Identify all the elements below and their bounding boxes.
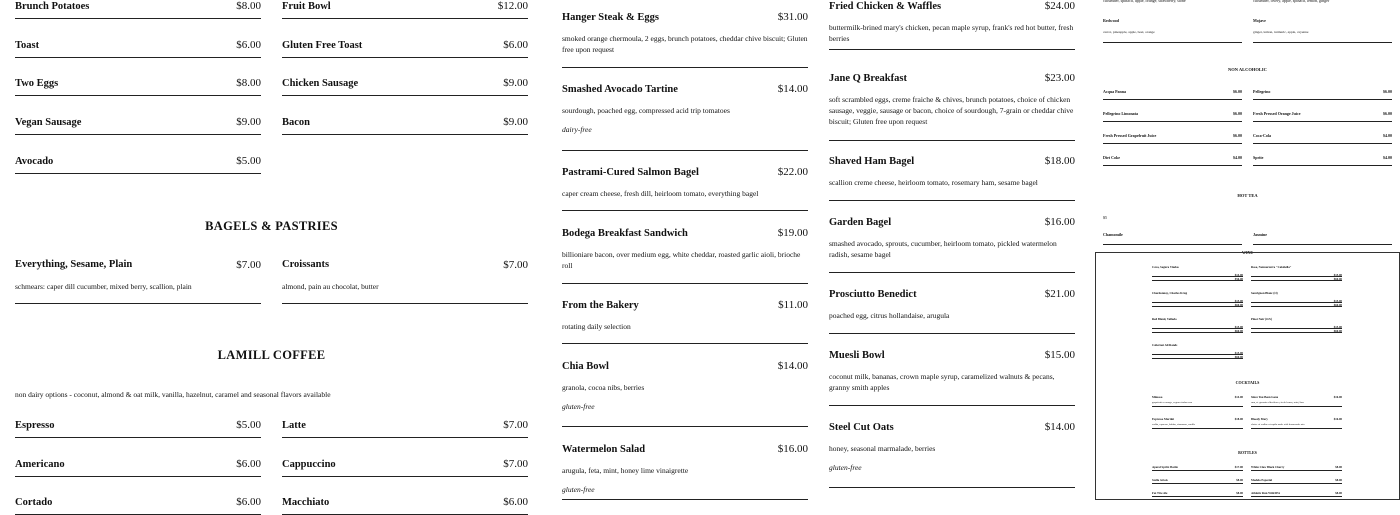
menu-item: [829, 0, 1075, 50]
menu-item-name: Croissants: [282, 259, 330, 270]
drink-row: [1253, 111, 1392, 122]
menu-row: [15, 154, 261, 174]
menu-item: [562, 360, 808, 427]
menu-item-name: Pastrami-Cured Salmon Bagel: [562, 167, 699, 178]
menu-item-name: Toast: [15, 39, 40, 51]
wine-price-glass: $15.00: [1234, 299, 1243, 303]
wine-price-glass: $15.00: [1333, 273, 1342, 277]
menu-item-name: Steel Cut Oats: [829, 422, 894, 433]
juice-name: Redwood: [1103, 18, 1120, 23]
wine-name: Sauvignon Blanc (O): [1251, 291, 1278, 295]
wine-title: WINE: [1241, 250, 1254, 255]
menu-item-name: Bacon: [282, 117, 311, 129]
wine-price-bottle: $60.00: [1234, 355, 1243, 359]
wine-name: Red Blend, Vallado: [1152, 317, 1177, 321]
drink-name: Acqua Panna: [1103, 89, 1127, 94]
cocktail-price: $16.00: [1333, 417, 1342, 421]
drink-name: Coca-Cola: [1253, 133, 1271, 138]
bottle-price: $8.00: [1335, 491, 1342, 495]
wine-name: Chardonnay, Charles Krug: [1152, 291, 1188, 295]
bottle-name: Fat Tire Ale: [1152, 491, 1168, 495]
wine-price-bottle: $60.00: [1333, 329, 1342, 333]
cocktails-title: COCKTAILS: [1235, 380, 1260, 385]
drink-price: $4.00: [1383, 155, 1392, 160]
wine-price-glass: $15.00: [1333, 299, 1342, 303]
bottle-price: $8.00: [1335, 478, 1342, 482]
menu-row: [15, 495, 261, 515]
menu-item-desc: sourdough, poached egg, compressed acid trip tomatoes: [562, 106, 730, 115]
wine-price-glass: $15.00: [1333, 325, 1342, 329]
menu-item-price: $19.00: [777, 227, 808, 239]
menu-item-price: $6.00: [503, 496, 528, 509]
juice-row: [1253, 18, 1392, 43]
menu-item-price: $7.00: [503, 419, 528, 431]
juice-row: [1103, 18, 1242, 43]
menu-item-name: Bodega Breakfast Sandwich: [562, 228, 688, 239]
bottle-name: White Claw Black Cherry: [1251, 465, 1285, 469]
menu-row: [282, 418, 528, 438]
drink-price: $4.00: [1233, 155, 1242, 160]
menu-item-name: Fruit Bowl: [282, 1, 331, 12]
juice-desc: ginger, lemon, turmeric, apple, cayenne: [1253, 30, 1309, 34]
wine-name: Rose, Notmarterra "Calabella": [1251, 265, 1292, 269]
menu-item-price: $7.00: [503, 457, 528, 470]
menu-item-name: Muesli Bowl: [829, 350, 885, 361]
menu-item-desc: scallion creme cheese, heirloom tomato, rosemary ham, sesame bagel: [829, 178, 1038, 187]
cocktail-price: $14.00: [1234, 395, 1243, 399]
menu-item-price: $7.00: [236, 259, 261, 271]
menu-item: [829, 421, 1075, 488]
menu-item-price: $14.00: [777, 360, 808, 372]
drink-row: [1103, 155, 1242, 166]
cocktail-name: Bloody Mary: [1251, 417, 1268, 421]
drink-price: $4.00: [1383, 133, 1392, 138]
menu-item-desc: coconut milk, bananas, crown maple syrup, caramelized walnuts & pecans, granny smith apples: [829, 372, 1055, 392]
menu-item-price: $14.00: [1044, 421, 1075, 433]
menu-item-name: Jane Q Breakfast: [829, 73, 907, 84]
menu-item-name: Cappuccino: [282, 458, 336, 470]
menu-item-price: $21.00: [1044, 288, 1075, 300]
juice-desc: carrot, pineapple, apple, beet, orange: [1103, 30, 1155, 34]
wine-name: Pinot Noir (O/S): [1251, 317, 1272, 321]
menu-item-name: Brunch Potatoes: [15, 1, 90, 12]
drink-name: Pellegrino Limonata: [1103, 111, 1138, 116]
tea-row: [1103, 232, 1242, 245]
menu-item: [562, 83, 808, 151]
menu-item-tag: dairy-free: [562, 125, 592, 134]
menu-row: [282, 115, 528, 135]
drink-price: $6.00: [1383, 111, 1392, 116]
menu-item-price: $14.00: [777, 83, 808, 95]
menu-item: [829, 288, 1075, 334]
menu-item-price: $23.00: [1044, 72, 1075, 84]
menu-item-desc: granola, cocoa nibs, berries: [562, 383, 645, 392]
wine-cocktail-box: [1095, 252, 1400, 500]
wine-price-bottle: $60.00: [1234, 303, 1243, 307]
menu-row: [15, 76, 261, 96]
menu-item-name: Watermelon Salad: [562, 444, 646, 455]
juice-name: Mojave: [1253, 18, 1266, 23]
bottle-name: Aperol Spritz Bottle: [1152, 465, 1178, 469]
juice-top-desc: cucumber, spinach, apple, orange, strawberry, stone: [1103, 0, 1186, 3]
menu-item-name: Prosciutto Benedict: [829, 289, 917, 300]
menu-item-price: $31.00: [777, 11, 808, 23]
menu-item-price: $6.00: [236, 38, 261, 51]
menu-item-price: $18.00: [1044, 155, 1075, 167]
menu-item-tag: gluten-free: [829, 463, 862, 472]
menu-item-price: $9.00: [503, 116, 528, 129]
menu-row: [15, 457, 261, 477]
menu-row: [282, 495, 528, 515]
cocktail-name: Espresso Martini: [1152, 417, 1175, 421]
bottle-name: Modelo Especial: [1251, 478, 1273, 482]
menu-item-desc: billioniare bacon, over medium egg, white cheddar, roasted garlic aioli, brioche roll: [562, 250, 801, 270]
menu-item-name: Garden Bagel: [829, 217, 892, 228]
drink-price: $6.00: [1233, 133, 1242, 138]
wine-price-glass: $15.00: [1234, 325, 1243, 329]
cocktail-price: $16.00: [1333, 395, 1342, 399]
menu-item-name: Hanger Steak & Eggs: [562, 12, 659, 23]
menu-item-name: Two Eggs: [15, 78, 59, 90]
menu-item-tag: gluten-free: [562, 402, 595, 411]
wine-price-bottle: $60.00: [1333, 303, 1342, 307]
tea-name: Chamomile: [1103, 232, 1123, 237]
wine-price-bottle: $60.00: [1234, 329, 1243, 333]
bottle-price: $8.00: [1335, 465, 1342, 469]
wine-price-bottle: $56.00: [1234, 277, 1243, 281]
drink-row: [1103, 133, 1242, 144]
menu-item-price: $5.00: [236, 419, 261, 431]
drink-price: $6.00: [1233, 89, 1242, 94]
cocktail-price: $18.00: [1234, 417, 1243, 421]
menu-item: [829, 216, 1075, 273]
bottles-title: BOTTLES: [1238, 450, 1257, 455]
menu-item-desc: caper cream cheese, fresh dill, heirloom tomato, everything bagel: [562, 189, 759, 198]
menu-item-price: $15.00: [1044, 349, 1075, 361]
menu-item-name: Latte: [282, 420, 306, 431]
wine-name: Cava, Segura Viudas: [1152, 265, 1179, 269]
menu-item-desc: almond, pain au chocolat, butter: [282, 282, 379, 291]
menu-item-price: $9.00: [503, 77, 528, 90]
cocktail-desc: choice of vodka or tequila made with housemade mix: [1251, 423, 1305, 426]
drink-row: [1253, 133, 1392, 144]
menu-item-name: Chia Bowl: [562, 361, 609, 372]
bottle-name: Athletic Run Wild IPA: [1251, 491, 1281, 495]
bottle-price: $8.00: [1236, 478, 1243, 482]
drink-price: $6.00: [1383, 89, 1392, 94]
cocktail-desc: grapefruit or orange, segura viudas cava: [1152, 401, 1193, 404]
menu-item-name: From the Bakery: [562, 300, 639, 311]
menu-item-name: Cortado: [15, 497, 53, 509]
coffee-title: LAMILL COFFEE: [217, 348, 326, 362]
wine-price-bottle: $60.00: [1333, 277, 1342, 281]
menu-item-desc: smashed avocado, sprouts, cucumber, heirloom tomato, pickled watermelon radish, sesame bagel: [829, 239, 1057, 259]
menu-item-name: Everything, Sesame, Plain: [15, 259, 133, 270]
menu-row: [282, 0, 528, 19]
menu-item-name: Vegan Sausage: [15, 117, 82, 129]
menu-item-price: $6.00: [503, 38, 528, 51]
menu-item-tag: gluten-free: [562, 485, 595, 494]
menu-item-desc: honey, seasonal marmalade, berries: [829, 444, 936, 453]
menu-item-name: Gluten Free Toast: [282, 39, 363, 51]
menu-item: [562, 166, 808, 211]
menu-item-price: $24.00: [1044, 0, 1075, 12]
menu-item: [562, 443, 808, 500]
menu-item: [829, 349, 1075, 406]
menu-row: [282, 457, 528, 477]
menu-item-name: Macchiato: [282, 497, 330, 509]
wine-price-glass: $15.00: [1234, 351, 1243, 355]
bagel-item-2: [282, 258, 528, 304]
menu-item: [562, 227, 808, 284]
drink-row: [1103, 89, 1242, 100]
menu-item-desc: smoked orange chermoula, 2 eggs, brunch potatoes, cheddar chive biscuit; Gluten free upon request: [562, 34, 808, 54]
menu-row: [15, 115, 261, 135]
menu-item-desc: poached egg, citrus hollandaise, arugula: [829, 311, 950, 320]
menu-item-name: Espresso: [15, 420, 55, 431]
cocktail-desc: rum, st. germain elderflower, fresh lemon, mint, lime: [1251, 401, 1305, 404]
menu-row: [282, 76, 528, 96]
drink-row: [1253, 155, 1392, 166]
coffee-note: non dairy options - coconut, almond & oat milk, vanilla, hazelnut, caramel and seasonal flavors available: [15, 390, 331, 399]
hot-tea-title: HOT TEA: [1237, 193, 1258, 198]
cocktail-name: Mimosa: [1152, 395, 1163, 399]
non-alcoholic-title: NON ALCOHOLIC: [1228, 67, 1267, 72]
bagel-item-1: [15, 258, 261, 304]
menu-item-name: Smashed Avocado Tartine: [562, 84, 678, 95]
menu-item: [562, 11, 808, 68]
menu-item-desc: buttermilk-brined mary's chicken, pecan maple syrup, frank's red hot butter, fresh berries: [829, 23, 1074, 43]
tea-price: $5: [1103, 215, 1107, 220]
bagels-title: BAGELS & PASTRIES: [205, 219, 338, 233]
cocktail-name: Since You Been Gone: [1251, 395, 1279, 399]
menu-item-desc: schmears: caper dill cucumber, mixed berry, scallion, plain: [15, 282, 192, 291]
menu-item-name: Fried Chicken & Waffles: [829, 1, 942, 12]
menu-item: [562, 299, 808, 344]
menu-item-desc: rotating daily selection: [562, 322, 631, 331]
drink-name: Fresh Pressed Grapefruit Juice: [1103, 133, 1157, 138]
menu-item: [829, 155, 1075, 201]
drink-row: [1103, 111, 1242, 122]
bottle-price: $8.00: [1236, 491, 1243, 495]
tea-name: Jasmine: [1253, 232, 1267, 237]
menu-item-price: $6.00: [236, 457, 261, 470]
menu-item-price: $16.00: [777, 443, 808, 455]
menu-item-name: Chicken Sausage: [282, 78, 359, 90]
drink-name: Pellegrino: [1253, 89, 1271, 94]
menu-item-name: Shaved Ham Bagel: [829, 156, 915, 167]
bottle-name: Stella Artois: [1152, 478, 1168, 482]
drink-name: Sprite: [1253, 155, 1264, 160]
drink-name: Fresh Pressed Orange Juice: [1253, 111, 1301, 116]
menu-row: [15, 38, 261, 58]
drink-name: Diet Coke: [1103, 155, 1120, 160]
menu-item-desc: soft scrambled eggs, creme fraiche & chives, brunch potatoes, choice of chicken sausage, veggie, sausage or bacon, choice of sourdough, 7-grain or cheddar chive biscuit; Gluten free upon request: [829, 95, 1074, 126]
drink-row: [1253, 89, 1392, 100]
menu-item: [829, 72, 1075, 141]
menu-row: [15, 418, 261, 438]
bottle-price: $17.00: [1234, 465, 1243, 469]
menu-row: [15, 0, 261, 19]
menu-row: [282, 38, 528, 58]
menu-item-price: $5.00: [236, 154, 261, 167]
menu-item-name: Avocado: [15, 155, 54, 167]
menu-item-price: $6.00: [236, 496, 261, 509]
drink-price: $6.00: [1233, 111, 1242, 116]
juice-top-desc: cucumber, celery, apple, spinach, lemon, ginger: [1253, 0, 1330, 3]
tea-row: [1253, 232, 1392, 245]
wine-price-glass: $14.00: [1234, 273, 1243, 277]
menu-item-price: $11.00: [778, 299, 808, 311]
menu-item-price: $12.00: [497, 0, 528, 12]
wine-name: Cabernet Ali Rands: [1152, 343, 1178, 347]
menu-item-price: $8.00: [236, 0, 261, 12]
menu-item-name: Americano: [15, 458, 65, 470]
menu-item-price: $8.00: [236, 77, 261, 90]
menu-item-price: $7.00: [503, 259, 528, 271]
menu-item-price: $9.00: [236, 116, 261, 129]
cocktail-desc: vodka, espresso, kahlua, cinnamon, vanilla: [1152, 423, 1195, 426]
menu-item-price: $16.00: [1044, 216, 1075, 228]
menu-item-price: $22.00: [777, 166, 808, 178]
menu-item-desc: arugula, feta, mint, honey lime vinaigrette: [562, 466, 689, 475]
